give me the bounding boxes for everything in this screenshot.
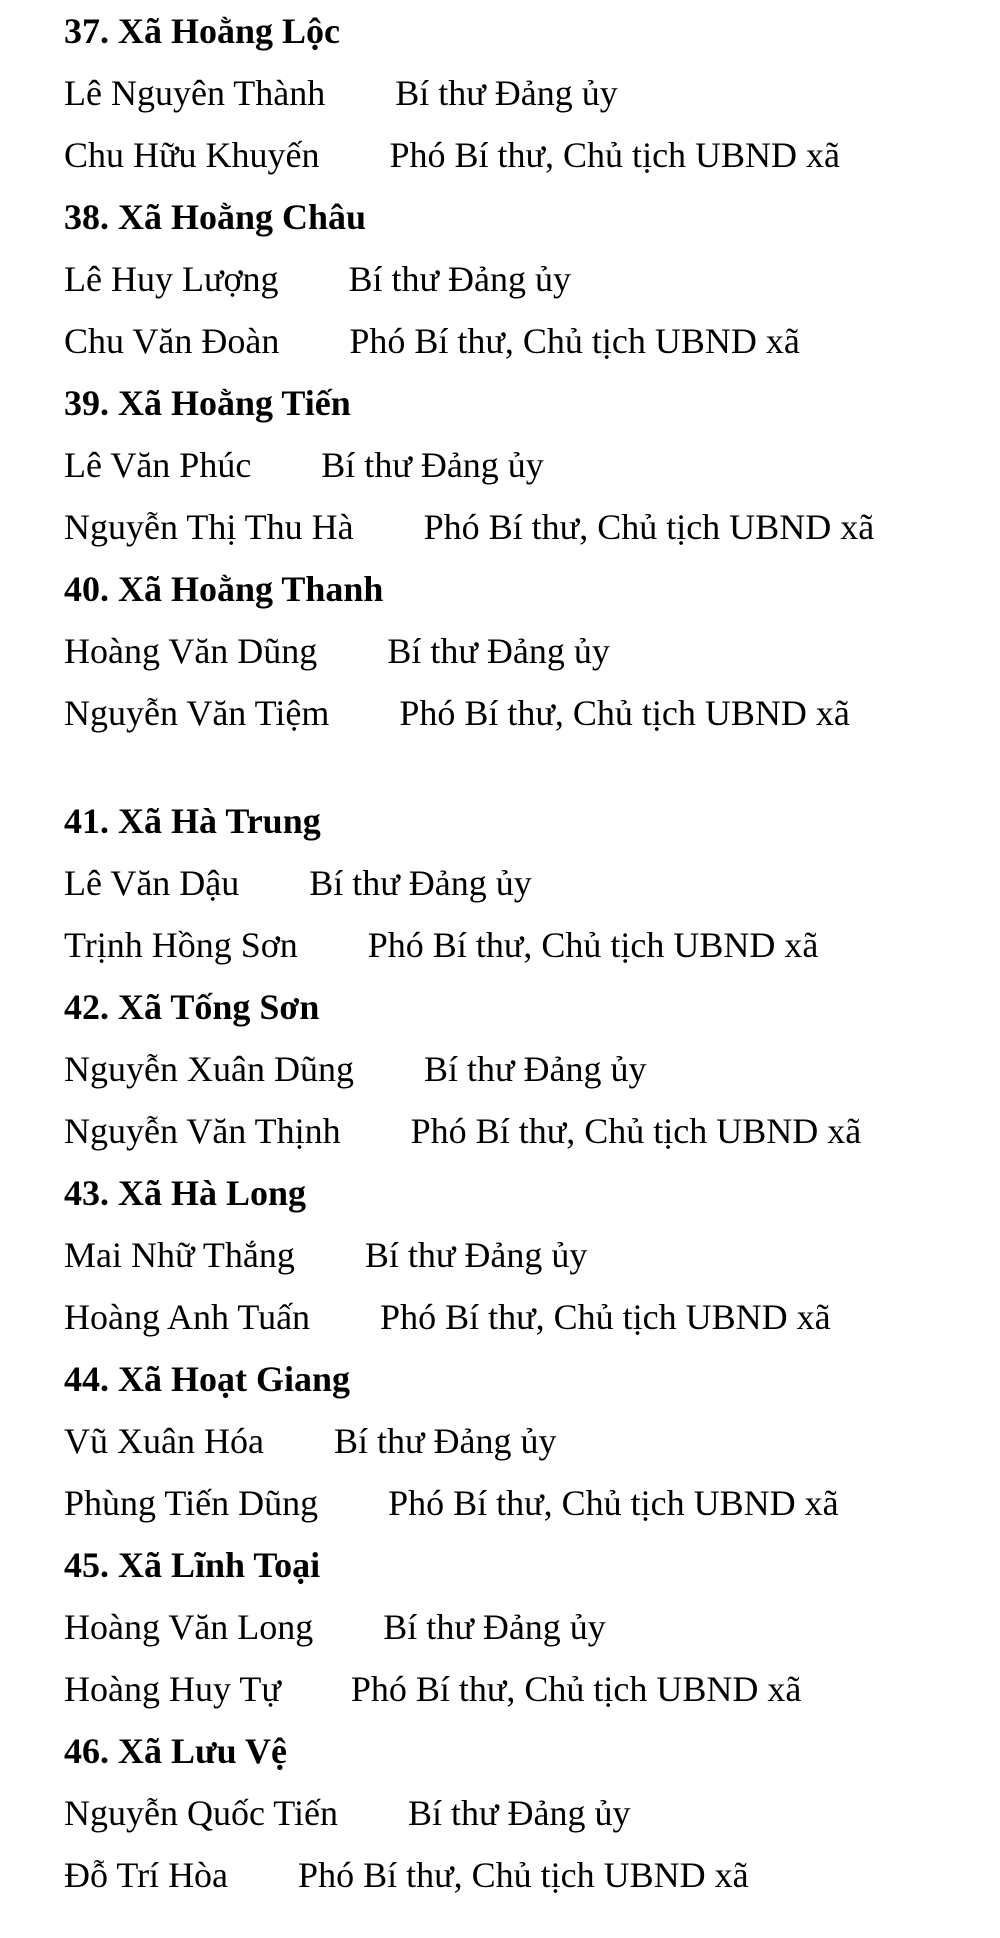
person-name: Mai Nhữ Thắng [64, 1235, 295, 1275]
list-item [64, 682, 984, 744]
section-38 [64, 186, 984, 372]
list-item [64, 124, 984, 186]
section-45 [64, 1534, 984, 1720]
person-role: Phó Bí thư, Chủ tịch UBND xã [349, 321, 800, 361]
person-role: Phó Bí thư, Chủ tịch UBND xã [388, 1483, 839, 1523]
person-name: Lê Huy Lượng [64, 259, 279, 299]
person-role: Bí thư Đảng ủy [348, 259, 572, 299]
section-header: 38. Xã Hoằng Châu [64, 197, 367, 237]
person-name: Hoàng Huy Tự [64, 1669, 281, 1709]
person-role: Phó Bí thư, Chủ tịch UBND xã [380, 1297, 831, 1337]
person-name: Nguyễn Văn Thịnh [64, 1111, 341, 1151]
list-item [64, 620, 984, 682]
person-name: Vũ Xuân Hóa [64, 1421, 264, 1461]
person-role: Bí thư Đảng ủy [364, 1235, 588, 1275]
list-item [64, 1844, 984, 1906]
section-header: 37. Xã Hoằng Lộc [64, 11, 341, 51]
document-body [64, 0, 984, 1906]
person-role: Bí thư Đảng ủy [395, 73, 618, 113]
person-role: Bí thư Đảng ủy [383, 1607, 606, 1647]
person-name: Lê Văn Dậu [64, 863, 240, 903]
person-name: Chu Hữu Khuyến [64, 135, 320, 175]
person-name: Lê Nguyên Thành [64, 73, 326, 113]
person-role: Bí thư Đảng ủy [387, 631, 610, 671]
list-item [64, 1100, 984, 1162]
person-name: Nguyễn Quốc Tiến [64, 1793, 339, 1833]
person-name: Nguyễn Xuân Dũng [64, 1049, 354, 1089]
section-37 [64, 0, 984, 186]
section-42 [64, 976, 984, 1162]
person-role: Phó Bí thư, Chủ tịch UBND xã [410, 1111, 862, 1151]
person-role: Bí thư Đảng ủy [408, 1793, 631, 1833]
list-item [64, 1472, 984, 1534]
person-name: Chu Văn Đoàn [64, 321, 280, 361]
section-46 [64, 1720, 984, 1906]
person-name: Phùng Tiến Dũng [64, 1483, 319, 1523]
section-40 [64, 558, 984, 744]
person-role: Bí thư Đảng ủy [309, 863, 532, 903]
section-header: 40. Xã Hoằng Thanh [64, 569, 384, 609]
list-item [64, 1038, 984, 1100]
section-header: 46. Xã Lưu Vệ [64, 1731, 287, 1771]
list-item [64, 1286, 984, 1348]
person-role: Phó Bí thư, Chủ tịch UBND xã [350, 1669, 802, 1709]
list-item [64, 1596, 984, 1658]
section-39 [64, 372, 984, 558]
section-41 [64, 790, 984, 976]
section-44 [64, 1348, 984, 1534]
person-role: Bí thư Đảng ủy [321, 445, 544, 485]
person-name: Lê Văn Phúc [64, 445, 252, 485]
section-header: 45. Xã Lĩnh Toại [64, 1545, 321, 1585]
list-item [64, 496, 934, 558]
list-item [64, 1224, 984, 1286]
person-name: Nguyễn Thị Thu Hà [64, 507, 354, 547]
section-header: 41. Xã Hà Trung [64, 801, 321, 841]
person-name: Hoàng Văn Dũng [64, 631, 318, 671]
section-header: 44. Xã Hoạt Giang [64, 1359, 351, 1399]
list-item [64, 914, 984, 976]
list-item [64, 62, 984, 124]
person-role: Phó Bí thư, Chủ tịch UBND xã [389, 135, 841, 175]
person-role: Phó Bí thư, Chủ tịch UBND xã [367, 925, 819, 965]
list-item [64, 248, 984, 310]
person-role: Phó Bí thư, Chủ tịch UBND xã [423, 507, 875, 547]
person-name: Hoàng Văn Long [64, 1607, 314, 1647]
list-item [64, 310, 984, 372]
list-item [64, 1410, 984, 1472]
section-header: 39. Xã Hoằng Tiến [64, 383, 351, 423]
list-item [64, 434, 984, 496]
person-role: Phó Bí thư, Chủ tịch UBND xã [298, 1855, 749, 1895]
person-name: Hoàng Anh Tuấn [64, 1297, 311, 1337]
person-role: Phó Bí thư, Chủ tịch UBND xã [399, 693, 850, 733]
person-role: Bí thư Đảng ủy [423, 1049, 647, 1089]
list-item [64, 1782, 984, 1844]
person-name: Đỗ Trí Hòa [64, 1855, 229, 1895]
blank-line [64, 744, 984, 790]
person-name: Trịnh Hồng Sơn [64, 925, 298, 965]
list-item [64, 1658, 984, 1720]
person-role: Bí thư Đảng ủy [333, 1421, 557, 1461]
section-header: 42. Xã Tống Sơn [64, 987, 320, 1027]
section-43 [64, 1162, 984, 1348]
person-name: Nguyễn Văn Tiệm [64, 693, 330, 733]
section-header: 43. Xã Hà Long [64, 1173, 307, 1213]
list-item [64, 852, 984, 914]
